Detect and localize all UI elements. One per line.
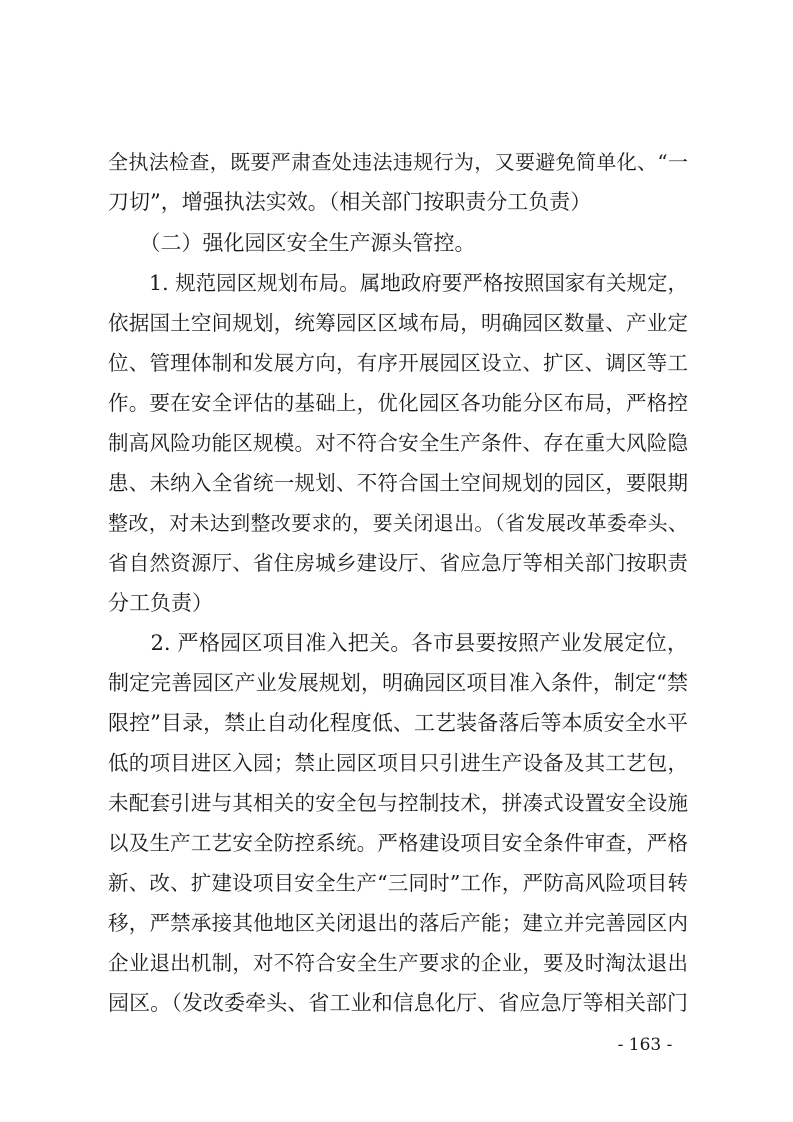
text-line: 移，严禁承接其他地区关闭退出的落后产能；建立并完善园区内	[108, 911, 688, 935]
text-line: 分工负责）	[108, 591, 213, 615]
text-line: 作。要在安全评估的基础上，优化园区各功能分区布局，严格控	[108, 391, 688, 415]
text-line: 依据国土空间规划，统筹园区区域布局，明确园区数量、产业定	[108, 311, 688, 335]
page-number: - 163 -	[617, 1035, 673, 1055]
text-line: 全执法检查，既要严肃查处违法违规行为，又要避免简单化、“一	[108, 150, 688, 174]
text-line: 未配套引进与其相关的安全包与控制技术，拼凑式设置安全设施	[108, 791, 688, 815]
text-line: 园区。（发改委牵头、省工业和信息化厅、省应急厅等相关部门	[108, 991, 688, 1015]
text-line: 新、改、扩建设项目安全生产“三同时”工作，严防高风险项目转	[108, 871, 688, 895]
text-line: 1. 规范园区规划布局。属地政府要严格按照国家有关规定，	[108, 271, 688, 295]
text-line: 患、未纳入全省统一规划、不符合国土空间规划的园区，要限期	[108, 471, 688, 495]
text-line: 刀切”，增强执法实效。（相关部门按职责分工负责）	[108, 190, 592, 214]
text-line: 位、管理体制和发展方向，有序开展园区设立、扩区、调区等工	[108, 351, 688, 375]
text-line: 限控”目录，禁止自动化程度低、工艺装备落后等本质安全水平	[108, 711, 688, 735]
text-line: 以及生产工艺安全防控系统。严格建设项目安全条件审查，严格	[108, 831, 688, 855]
text-line: 制定完善园区产业发展规划，明确园区项目准入条件，制定“禁	[108, 671, 688, 695]
section-heading: （二）强化园区安全生产源头管控。	[108, 231, 476, 255]
text-line: 制高风险功能区规模。对不符合安全生产条件、存在重大风险隐	[108, 431, 688, 455]
text-line: 企业退出机制，对不符合安全生产要求的企业，要及时淘汰退出	[108, 951, 688, 975]
text-line: 2. 严格园区项目准入把关。各市县要按照产业发展定位，	[108, 631, 688, 655]
text-line: 整改，对未达到整改要求的，要关闭退出。（省发展改革委牵头、	[108, 511, 688, 535]
text-line: 省自然资源厅、省住房城乡建设厅、省应急厅等相关部门按职责	[108, 551, 688, 575]
text-line: 低的项目进区入园；禁止园区项目只引进生产设备及其工艺包，	[108, 751, 688, 775]
